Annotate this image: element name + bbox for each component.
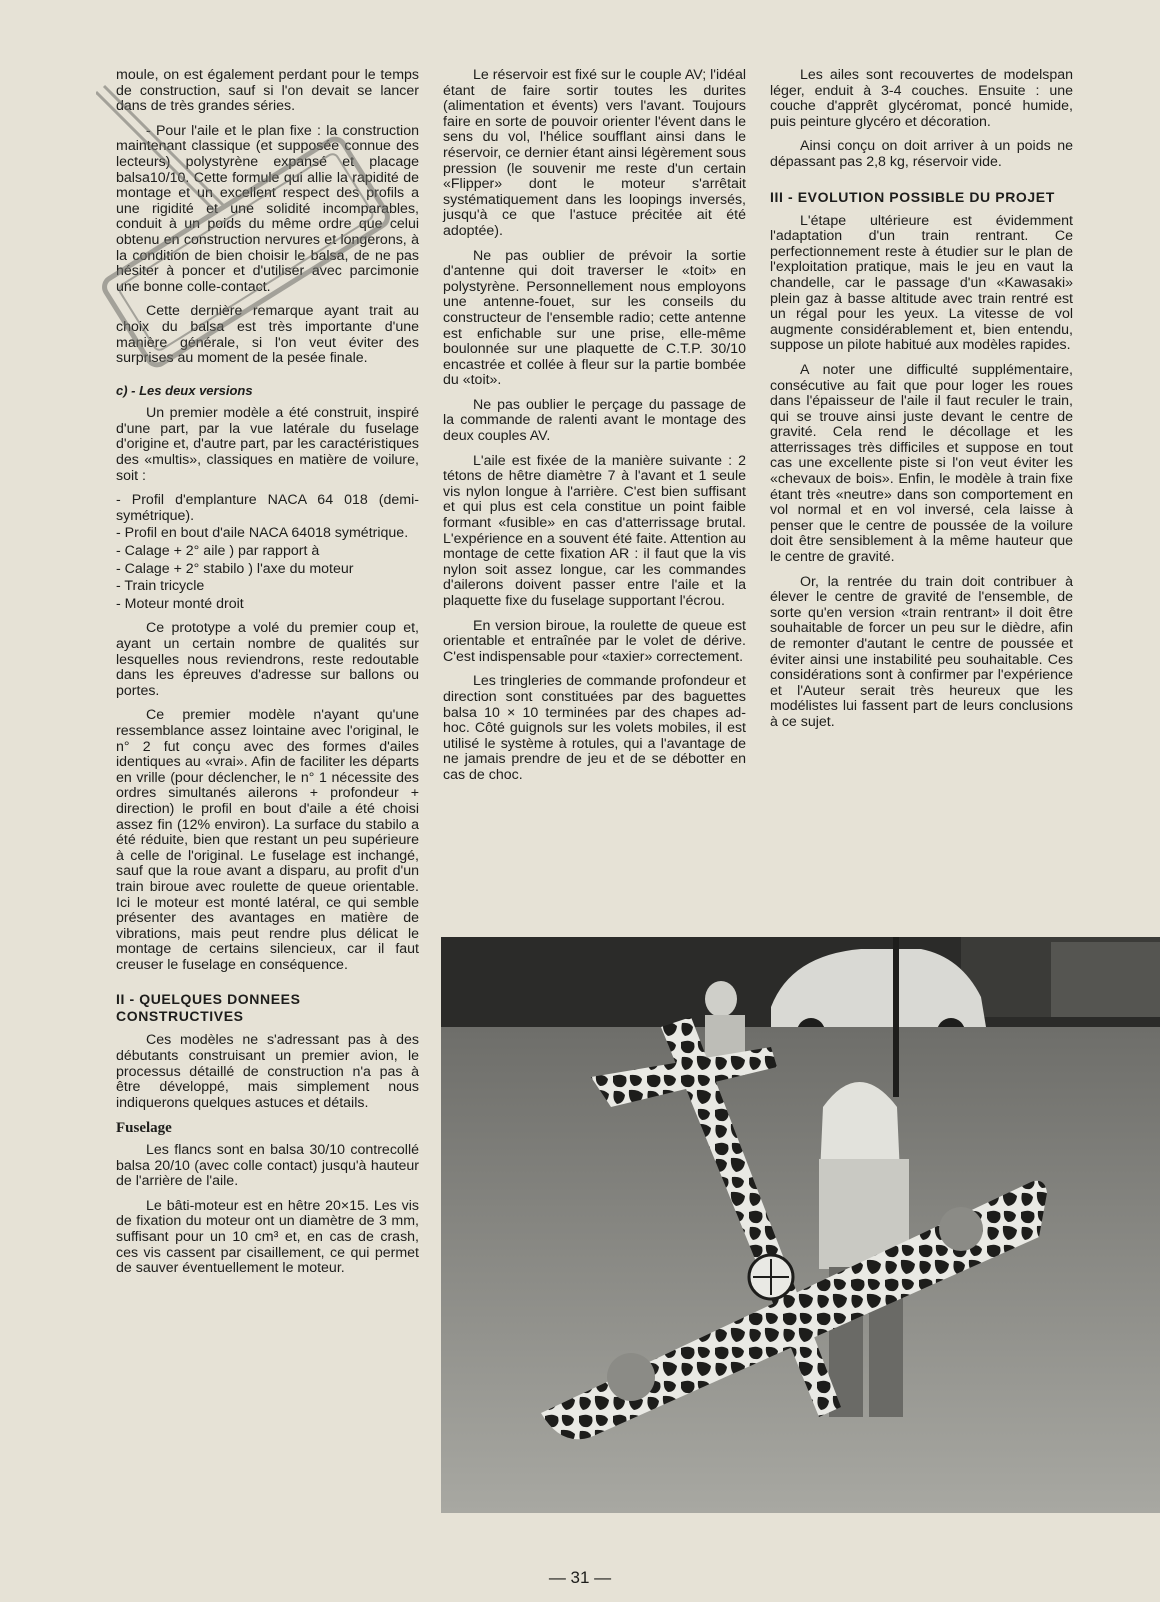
subheading-fuselage: Fuselage <box>116 1120 172 1137</box>
paragraph: A noter une difficulté supplémentaire, consécutive au fait que pour loger les roues dans l'épaisseur de l'aile il faut reculer le train, qui se trouve ainsi juste devant le centre de gravité. Cela rend le décollage et les atterrissages très difficiles et suppose en tout cas une excellente piste si l'on veut éviter les «chevaux de bois». Enfin, le modèle à train fixe étant très «neutre» dans son comportement en vol normal et en vol inversé, cela laisse à penser que le centre de poussée de la voilure doit être sensiblement à la même hauteur que le centre de gravité. <box>770 361 1073 566</box>
paragraph: Ce premier modèle n'ayant qu'une ressemblance assez lointaine avec l'original, le n° 2 fut conçu avec des formes d'ailes identiques au «vrai». Afin de faciliter les départs en vrille (pour déclencher, le n° 1 nécessite des ordres simultanés ailerons + profondeur + direction) le profil en bout d'aile a été choisi assez fin (12% environ). La surface du stabilo a été réduite, bien que restant un peu supérieure à celle de l'original. Le fuselage est inchangé, sauf que la roue avant a disparu, au profit d'un train biroue avec roulette de queue orientable. Ici le moteur est monté latéral, ce qui semble présenter des avantages en matière de vibrations, mais peut rendre plus délicat le montage de certains silencieux, car il faut creuser le fuselage en conséquence. <box>116 707 419 973</box>
section-heading-3: III - EVOLUTION POSSIBLE DU PROJET <box>770 188 1055 205</box>
paragraph: Ces modèles ne s'adressant pas à des débutants construisant un premier avion, le processus détaillé de construction n'a pas à être développé, mais simplement nous indiquerons quelques astuces et détails. <box>116 1032 419 1111</box>
paragraph: Or, la rentrée du train doit contribuer à élever le centre de gravité de l'ensemble, de sorte qu'en version «train rentrant» il doit être souhaitable de forcer un peu sur le dièdre, afin de remonter d'autant le centre de poussée et éviter ainsi une instabilité peu souhaitable. Ces considérations sont à confirmer par l'expérience et l'Auteur serait très heureux que les modélistes lui fassent part de leurs conclusions à ce sujet. <box>770 573 1073 730</box>
list-item: - Moteur monté droit <box>116 595 244 612</box>
paragraph: Les tringleries de commande profondeur et direction sont constituées par des baguettes balsa 10 × 10 terminées par des chapes ad-hoc. Côté guignols sur les volets mobiles, il est utilisé le système à rotules, qui a l'avantage de ne jamais prendre de jeu et de se débotter en cas de choc. <box>443 673 746 783</box>
column-3 <box>770 68 1073 740</box>
photo-model-aircraft <box>441 937 1160 1513</box>
paragraph: L'aile est fixée de la manière suivante : 2 tétons de hêtre diamètre 7 à l'avant et 1 seule vis nylon longue à l'arrière. C'est bien suffisant et qui plus est cela constitue un point faible formant «fusible» en cas d'atterrissage brutal. L'expérience en a souvent été faite. Attention au montage de cette fixation AR : il faut que la vis nylon soit assez longue, car les commandes d'ailerons doivent passer entre l'aile et la plaquette fixe du fuselage supportant l'écrou. <box>443 452 746 609</box>
list-item: - Train tricycle <box>116 578 205 595</box>
paragraph: Ainsi conçu on doit arriver à un poids ne dépassant pas 2,8 kg, réservoir vide. <box>770 138 1073 170</box>
list-item: - Calage + 2° aile ) par rapport à <box>116 543 320 560</box>
paragraph: Ne pas oublier de prévoir la sortie d'antenne qui doit traverser le «toit» en polystyrène. Personnellement nous employons une antenne-fouet, sur les conseils du constructeur de l'ensemble radio; cette antenne est enfichable sur une prise, elle-même boulonnée sur une plaquette de C.T.P. 30/10 encastrée et collée à fleur sur la partie bombée du «toit». <box>443 247 746 389</box>
subheading-versions: c) - Les deux versions <box>116 382 253 398</box>
paragraph: Les flancs sont en balsa 30/10 contrecollé balsa 20/10 (avec colle contact) jusqu'à hauteur de l'arrière de l'aile. <box>116 1142 419 1190</box>
paragraph: Le réservoir est fixé sur le couple AV; l'idéal étant de faire sortir toutes les durites (alimentation et évents) vers l'avant. Toujours faire en sorte de pouvoir orienter l'évent dans le sens du vol, l'hélice soufflant ainsi dans le réservoir, ce dernier étant ainsi légèrement sous pression (le souvenir me reste d'un certain «Flipper» dont le moteur s'arrêtait systématiquement dans les loopings inversés, jusqu'à ce que l'astuce précitée ait été adoptée). <box>443 67 746 239</box>
paragraph: Le bâti-moteur est en hêtre 20×15. Les vis de fixation du moteur ont un diamètre de 3 mm, suffisant pour un 10 cm³ et, en cas de crash, ces vis cassent par cisaillement, ce qui permet de sauver éventuellement le moteur. <box>116 1197 419 1277</box>
list-item: - Profil en bout d'aile NACA 64018 symétrique. <box>116 525 409 542</box>
paragraph: Ne pas oublier le perçage du passage de la commande de ralenti avant le montage des deux couples AV. <box>443 396 746 445</box>
paragraph: Les ailes sont recouvertes de modelspan léger, enduit à 3-4 couches. Ensuite : une couche d'apprêt glycéromat, poncé humide, puis peinture glycéro et décoration. <box>770 67 1073 130</box>
paragraph: - Pour l'aile et le plan fixe : la construction maintenant classique (et supposée connue des lecteurs) polystyrène expansé et placage balsa10/10. Cette formule qui allie la rapidité de montage et un excellent respect des profils a une rigidité et une solidité incomparables, conduit à un poids du même ordre que celui obtenu en construction nervures et longerons, à la condition de bien choisir le balsa, de ne pas hésiter à poncer et d'utiliser avec parcimonie une bonne colle-contact. <box>116 122 419 295</box>
paragraph: Ce prototype a volé du premier coup et, ayant un certain nombre de qualités sur lesquelles nous reviendrons, reste redoutable dans les épreuves d'adresse sur ballons ou portes. <box>116 620 419 699</box>
section-heading-2: II - QUELQUES DONNEES CONSTRUCTIVES <box>116 991 301 1025</box>
paragraph: Cette dernière remarque ayant trait au choix du balsa est très importante d'une manière générale, si l'on veut éviter des surprises au moment de la pesée finale. <box>116 303 419 367</box>
paragraph: En version biroue, la roulette de queue est orientable et entraînée par le volet de dérive. C'est indispensable pour «taxier» correctement. <box>443 617 746 665</box>
column-2 <box>443 68 746 793</box>
list-item: - Profil d'emplanture NACA 64 018 (demi-symétrique). <box>116 492 419 524</box>
paragraph: moule, on est également perdant pour le temps de construction, sauf si l'on devait se lancer dans de très grandes séries. <box>116 67 419 115</box>
paragraph: L'étape ultérieure est évidemment l'adaptation d'un train rentrant. Ce perfectionnement reste à étudier sur le plan de l'exploitation pratique, mais le jeu en vaut la chandelle, car le passage d'un «Kawasaki» plein gaz à basse altitude avec train rentré est un régal pour les yeux. La vitesse de vol augmente considérablement et, bien entendu, suppose un pilote habitué aux modèles rapides. <box>770 212 1073 354</box>
paragraph: Un premier modèle a été construit, inspiré d'une part, par la vue latérale du fuselage d'origine et, d'autre part, par les caractéristiques des «multis», classiques en matière de voilure, soit : <box>116 405 419 484</box>
list-item: - Calage + 2° stabilo ) l'axe du moteur <box>116 560 354 577</box>
column-1 <box>116 68 419 1286</box>
page-number: — 31 — <box>548 1568 612 1587</box>
